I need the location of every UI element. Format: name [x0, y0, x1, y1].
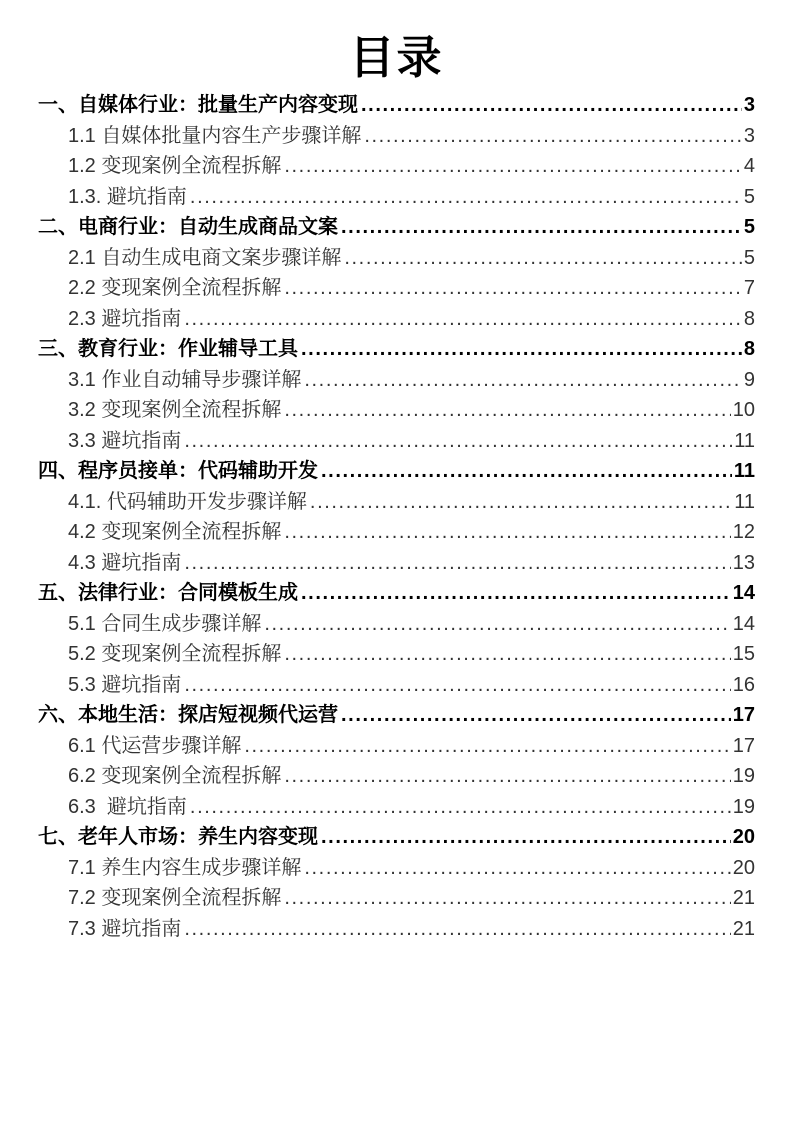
toc-item-row-4-2[interactable]	[38, 517, 755, 548]
toc-page-number: 4	[743, 155, 755, 177]
toc-dot-leader	[321, 456, 732, 487]
toc-dot-leader	[304, 853, 730, 884]
toc-page-number: 8	[743, 338, 755, 360]
toc-entry-label: 二、电商行业：自动生成商品文案	[38, 216, 338, 238]
toc-entry-label: 4.1. 代码辅助开发步骤详解	[68, 490, 307, 513]
toc-page-number: 17	[732, 704, 755, 726]
toc-item-row-1-2[interactable]	[38, 151, 755, 182]
toc-entry-label: 2.3 避坑指南	[68, 307, 182, 330]
toc-page-number: 5	[743, 185, 755, 208]
toc-entry-label: 7.2 变现案例全流程拆解	[68, 887, 282, 909]
toc-item-row-3-2[interactable]	[38, 395, 755, 426]
toc-entry-label: 七、老年人市场：养生内容变现	[38, 826, 318, 848]
toc-item-row-3-3[interactable]	[38, 426, 755, 457]
toc-heading-row-4[interactable]	[38, 456, 755, 487]
toc-list	[38, 90, 755, 944]
toc-dot-leader	[301, 578, 731, 609]
toc-item-row-6-2[interactable]	[38, 761, 755, 792]
toc-page-number: 17	[732, 734, 755, 757]
toc-item-row-5-1[interactable]	[38, 609, 755, 640]
toc-title: 目录	[349, 32, 444, 83]
toc-dot-leader	[341, 700, 731, 731]
toc-entry-label: 六、本地生活：探店短视频代运营	[38, 704, 338, 726]
toc-page-number: 12	[732, 521, 755, 543]
toc-dot-leader	[244, 731, 730, 762]
toc-dot-leader	[284, 151, 742, 182]
toc-entry-label: 1.3. 避坑指南	[68, 185, 187, 208]
toc-page-number: 8	[743, 307, 755, 330]
toc-item-row-5-2[interactable]	[38, 639, 755, 670]
toc-page-number: 10	[732, 399, 755, 421]
toc-dot-leader	[310, 487, 732, 518]
toc-entry-label: 2.1 自动生成电商文案步骤详解	[68, 246, 342, 269]
toc-page-number: 21	[732, 917, 755, 940]
toc-dot-leader	[284, 395, 730, 426]
toc-dot-leader	[264, 609, 730, 640]
toc-dot-leader	[184, 914, 730, 945]
toc-item-row-2-3[interactable]	[38, 304, 755, 335]
toc-page-number: 5	[743, 216, 755, 238]
toc-dot-leader	[184, 548, 730, 579]
toc-entry-label: 一、自媒体行业：批量生产内容变现	[38, 94, 358, 116]
toc-entry-label: 3.1 作业自动辅导步骤详解	[68, 368, 302, 391]
toc-dot-leader	[184, 670, 730, 701]
toc-page-number: 19	[732, 795, 755, 818]
toc-item-row-6-3[interactable]	[38, 792, 755, 823]
toc-item-row-7-1[interactable]	[38, 853, 755, 884]
toc-entry-label: 7.1 养生内容生成步骤详解	[68, 856, 302, 879]
toc-entry-label: 4.2 变现案例全流程拆解	[68, 521, 282, 543]
toc-dot-leader	[304, 365, 742, 396]
toc-dot-leader	[284, 761, 730, 792]
toc-item-row-7-3[interactable]	[38, 914, 755, 945]
toc-dot-leader	[284, 639, 730, 670]
toc-item-row-2-2[interactable]	[38, 273, 755, 304]
toc-dot-leader	[321, 822, 731, 853]
toc-page-number: 19	[732, 765, 755, 787]
toc-entry-label: 3.2 变现案例全流程拆解	[68, 399, 282, 421]
toc-heading-row-2[interactable]	[38, 212, 755, 243]
toc-heading-row-7[interactable]	[38, 822, 755, 853]
toc-dot-leader	[361, 90, 742, 121]
toc-item-row-4-3[interactable]	[38, 548, 755, 579]
toc-entry-label: 6.1 代运营步骤详解	[68, 734, 242, 757]
toc-page-number: 13	[732, 551, 755, 574]
toc-page-number: 3	[743, 124, 755, 147]
toc-entry-label: 1.2 变现案例全流程拆解	[68, 155, 282, 177]
toc-dot-leader	[190, 182, 742, 213]
toc-entry-label: 6.2 变现案例全流程拆解	[68, 765, 282, 787]
toc-page-number: 14	[732, 612, 755, 635]
toc-dot-leader	[190, 792, 731, 823]
toc-heading-row-1[interactable]	[38, 90, 755, 121]
toc-page-number: 20	[732, 856, 755, 879]
toc-entry-label: 4.3 避坑指南	[68, 551, 182, 574]
toc-entry-label: 5.1 合同生成步骤详解	[68, 612, 262, 635]
toc-page-number: 11	[734, 490, 755, 513]
toc-entry-label: 2.2 变现案例全流程拆解	[68, 277, 282, 299]
toc-page-number: 15	[732, 643, 755, 665]
toc-item-row-7-2[interactable]	[38, 883, 755, 914]
toc-page-number: 11	[734, 429, 755, 452]
toc-item-row-4-1[interactable]	[38, 487, 755, 518]
toc-item-row-5-3[interactable]	[38, 670, 755, 701]
toc-entry-label: 四、程序员接单：代码辅助开发	[38, 460, 318, 482]
toc-dot-leader	[284, 273, 742, 304]
toc-dot-leader	[301, 334, 742, 365]
toc-dot-leader	[344, 243, 742, 274]
toc-dot-leader	[364, 121, 742, 152]
toc-entry-label: 三、教育行业：作业辅导工具	[38, 338, 298, 360]
toc-page-number: 16	[732, 673, 755, 696]
toc-heading-row-5[interactable]	[38, 578, 755, 609]
toc-entry-label: 1.1 自媒体批量内容生产步骤详解	[68, 124, 362, 147]
toc-page-number: 9	[743, 368, 755, 391]
toc-page-number: 14	[732, 582, 755, 604]
toc-page-number: 7	[743, 277, 755, 299]
toc-item-row-3-1[interactable]	[38, 365, 755, 396]
toc-entry-label: 3.3 避坑指南	[68, 429, 182, 452]
toc-item-row-2-1[interactable]	[38, 243, 755, 274]
toc-page-number: 11	[733, 460, 755, 482]
toc-heading-row-3[interactable]	[38, 334, 755, 365]
toc-page-number: 5	[743, 246, 755, 269]
toc-heading-row-6[interactable]	[38, 700, 755, 731]
toc-page-number: 3	[743, 94, 755, 116]
toc-item-row-1-1[interactable]	[38, 121, 755, 152]
toc-entry-label: 五、法律行业：合同模板生成	[38, 582, 298, 604]
toc-entry-label: 5.2 变现案例全流程拆解	[68, 643, 282, 665]
toc-entry-label: 7.3 避坑指南	[68, 917, 182, 940]
toc-dot-leader	[184, 426, 732, 457]
toc-entry-label: 5.3 避坑指南	[68, 673, 182, 696]
toc-dot-leader	[284, 517, 730, 548]
toc-item-row-6-1[interactable]	[38, 731, 755, 762]
toc-entry-label: 6.3 避坑指南	[68, 795, 187, 818]
toc-page-number: 20	[732, 826, 755, 848]
toc-item-row-1-3[interactable]	[38, 182, 755, 213]
toc-dot-leader	[184, 304, 742, 335]
toc-page-number: 21	[732, 887, 755, 909]
toc-dot-leader	[341, 212, 742, 243]
toc-dot-leader	[284, 883, 730, 914]
